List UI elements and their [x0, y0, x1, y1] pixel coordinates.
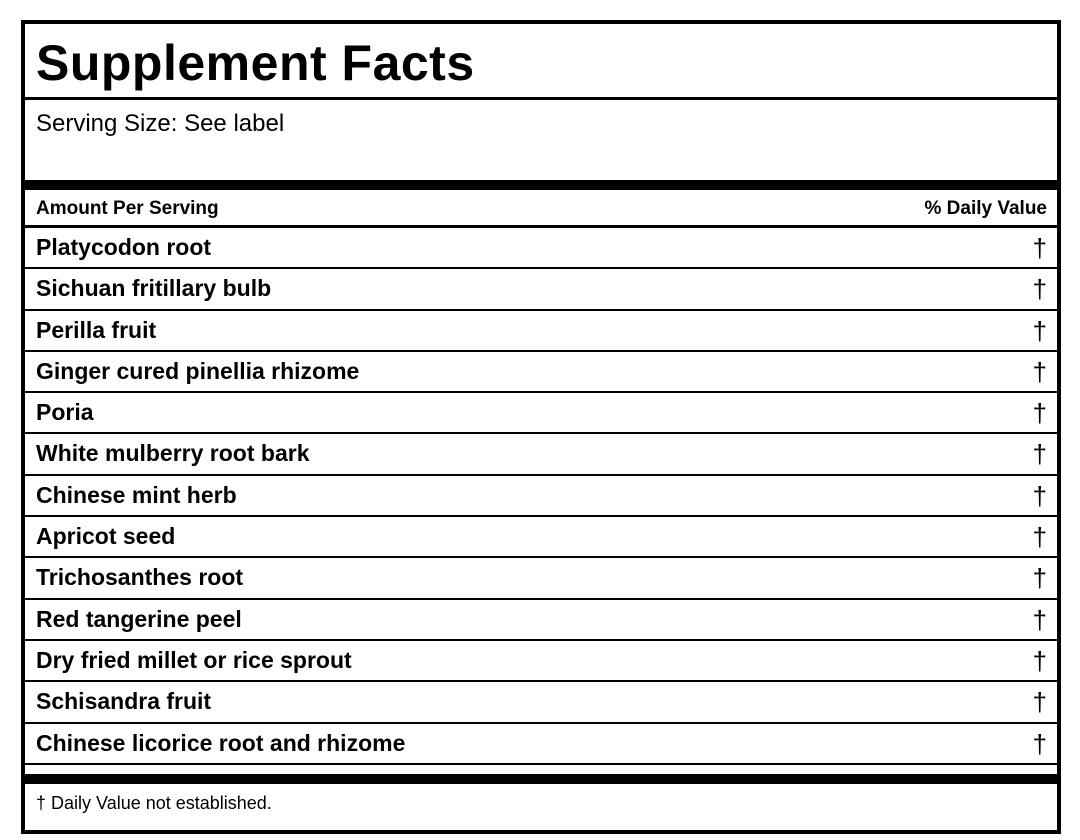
ingredient-row: [25, 641, 1057, 682]
ingredient-daily-value: †: [1032, 604, 1047, 635]
serving-size-text: Serving Size: See label: [36, 110, 285, 137]
footnote-row: [25, 784, 1057, 824]
ingredient-name: Trichosanthes root: [36, 564, 244, 591]
panel-title: Supplement Facts: [36, 35, 475, 91]
ingredient-daily-value: †: [1032, 645, 1047, 676]
ingredient-daily-value: †: [1032, 728, 1047, 759]
column-header-row: [25, 190, 1057, 228]
ingredient-name: Dry fried millet or rice sprout: [36, 646, 352, 673]
daily-value-header: % Daily Value: [924, 198, 1047, 219]
ingredient-row: [25, 724, 1057, 765]
ingredient-daily-value: †: [1032, 315, 1047, 346]
ingredient-row: [25, 393, 1057, 434]
ingredient-daily-value: †: [1032, 274, 1047, 305]
ingredient-row: [25, 269, 1057, 310]
serving-size-row: [25, 100, 1057, 180]
ingredient-name: Ginger cured pinellia rhizome: [36, 357, 360, 384]
ingredient-daily-value: †: [1032, 563, 1047, 594]
title-row: [25, 24, 1057, 100]
thick-divider-bottom: [25, 774, 1057, 784]
ingredient-name: Chinese mint herb: [36, 481, 237, 508]
ingredient-row: [25, 682, 1057, 723]
ingredient-row: [25, 434, 1057, 475]
ingredient-name: Red tangerine peel: [36, 605, 242, 632]
thick-divider: [25, 180, 1057, 190]
amount-per-serving-header: Amount Per Serving: [36, 198, 219, 219]
ingredient-name: Sichuan fritillary bulb: [36, 275, 272, 302]
supplement-facts-panel: [21, 20, 1061, 834]
ingredient-name: Apricot seed: [36, 523, 176, 550]
ingredient-daily-value: †: [1032, 398, 1047, 429]
ingredient-row: [25, 558, 1057, 599]
ingredient-name: White mulberry root bark: [36, 440, 310, 467]
ingredient-daily-value: †: [1032, 439, 1047, 470]
ingredient-name: Schisandra fruit: [36, 688, 212, 715]
ingredient-daily-value: †: [1032, 356, 1047, 387]
ingredient-row: [25, 352, 1057, 393]
ingredient-daily-value: †: [1032, 522, 1047, 553]
ingredient-row: [25, 228, 1057, 269]
ingredient-row: [25, 600, 1057, 641]
footnote-text: † Daily Value not established.: [36, 792, 272, 813]
ingredient-row: [25, 476, 1057, 517]
ingredient-name: Chinese licorice root and rhizome: [36, 729, 406, 756]
ingredient-daily-value: †: [1032, 480, 1047, 511]
ingredient-daily-value: †: [1032, 687, 1047, 718]
ingredient-list: [25, 228, 1057, 765]
spacer: [25, 765, 1057, 774]
ingredient-row: [25, 311, 1057, 352]
ingredient-name: Perilla fruit: [36, 316, 157, 343]
ingredient-name: Platycodon root: [36, 234, 212, 260]
ingredient-row: [25, 517, 1057, 558]
ingredient-daily-value: †: [1032, 233, 1047, 263]
ingredient-name: Poria: [36, 399, 94, 426]
